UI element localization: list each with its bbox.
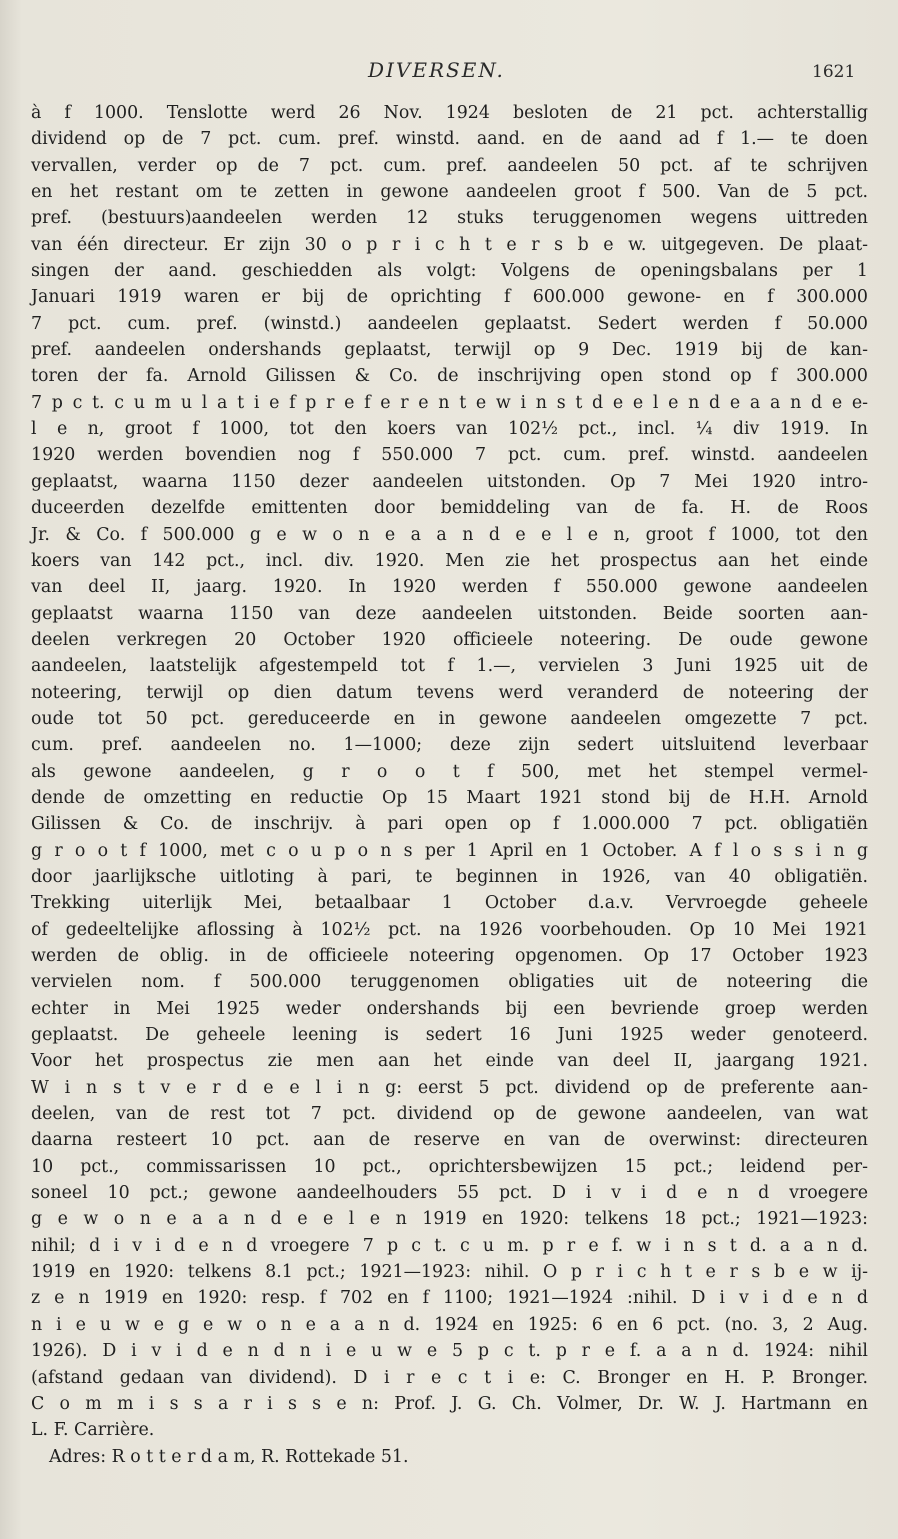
- text-line: 10 pct., commissarissen 10 pct., oprichtersbewijzen 15 pct.; leidend per-: [31, 1156, 868, 1177]
- text-line: g e w o n e a a n d e e l e n 1919 en 1920: telkens 18 pct.; 1921—1923:: [31, 1209, 868, 1230]
- text-line: dividend op de 7 pct. cum. pref. winstd. aand. en de aand ad f 1.— te doen: [31, 129, 868, 150]
- text-line: deelen verkregen 20 October 1920 officieele noteering. De oude gewone: [31, 629, 868, 650]
- text-line: cum. pref. aandeelen no. 1—1000; deze zijn sedert uitsluitend leverbaar: [31, 735, 868, 756]
- text-line: daarna resteert 10 pct. aan de reserve en van de overwinst: directeuren: [31, 1130, 868, 1151]
- text-line: n i e u w e g e w o n e a a n d. 1924 en 1925: 6 en 6 pct. (no. 3, 2 Aug.: [31, 1314, 868, 1335]
- text-line: en het restant om te zetten in gewone aandeelen groot f 500. Van de 5 pct.: [31, 182, 868, 203]
- text-line: vervallen, verder op de 7 pct. cum. pref. aandeelen 50 pct. af te schrijven: [31, 155, 868, 176]
- text-line: van deel II, jaarg. 1920. In 1920 werden f 550.000 gewone aandeelen: [31, 577, 868, 598]
- text-line: toren der fa. Arnold Gilissen & Co. de inschrijving open stond op f 300.000: [31, 366, 868, 387]
- text-line: Trekking uiterlijk Mei, betaalbaar 1 October d.a.v. Vervroegde geheele: [31, 893, 868, 914]
- text-line: 1926). D i v i d e n d n i e u w e 5 p c t. p r e f. a a n d. 1924: nihil: [31, 1341, 868, 1362]
- text-line: 7 pct. cum. pref. (winstd.) aandeelen geplaatst. Sedert werden f 50.000: [31, 313, 868, 334]
- text-line: à f 1000. Tenslotte werd 26 Nov. 1924 besloten de 21 pct. achterstallig: [31, 103, 868, 123]
- text-line: pref. aandeelen ondershands geplaatst, terwijl op 9 Dec. 1919 bij de kan-: [31, 340, 868, 361]
- text-line: 7 p c t. c u m u l a t i e f p r e f e r e n t e w i n s t d e e l e n d e a a n d e e-: [31, 392, 868, 413]
- text-line: geplaatst waarna 1150 van deze aandeelen uitstonden. Beide soorten aan-: [31, 603, 868, 624]
- address-line: Adres: R o t t e r d a m, R. Rottekade 51.: [49, 1446, 409, 1467]
- text-line: Gilissen & Co. de inschrijv. à pari open op f 1.000.000 7 pct. obligatiën: [31, 814, 868, 835]
- text-line: werden de oblig. in de officieele noteering opgenomen. Op 17 October 1923: [31, 946, 868, 966]
- text-line: C o m m i s s a r i s s e n: Prof. J. G. Ch. Volmer, Dr. W. J. Hartmann en: [31, 1393, 868, 1414]
- text-line: pref. (bestuurs)aandeelen werden 12 stuks teruggenomen wegens uittreden: [31, 208, 868, 229]
- text-line: Januari 1919 waren er bij de oprichting f 600.000 gewone- en f 300.000: [31, 287, 868, 308]
- text-line: 1919 en 1920: telkens 8.1 pct.; 1921—1923: nihil. O p r i c h t e r s b e w ij-: [31, 1262, 868, 1283]
- text-line: koers van 142 pct., incl. div. 1920. Men zie het prospectus aan het einde: [31, 550, 868, 571]
- text-line: l e n, groot f 1000, tot den koers van 102½ pct., incl. ¼ div 1919. In: [31, 419, 868, 440]
- text-line: van één directeur. Er zijn 30 o p r i c h t e r s b e w. uitgegeven. De plaat-: [31, 234, 868, 255]
- page-header: [0, 50, 898, 90]
- text-line: duceerden dezelfde emittenten door bemiddeling van de fa. H. de Roos: [31, 498, 868, 519]
- body-text: [31, 100, 868, 1470]
- text-line: echter in Mei 1925 weder ondershands bij een bevriende groep werden: [31, 998, 868, 1019]
- text-line: oude tot 50 pct. gereduceerde en in gewone aandeelen omgezette 7 pct.: [31, 708, 868, 729]
- text-line: door jaarlijksche uitloting à pari, te beginnen in 1926, van 40 obligatiën.: [31, 866, 868, 887]
- text-line: nihil; d i v i d e n d vroegere 7 p c t. c u m. p r e f. w i n s t d. a a n d.: [31, 1235, 868, 1256]
- text-line: Jr. & Co. f 500.000 g e w o n e a a n d e e l e n, groot f 1000, tot den: [31, 524, 868, 545]
- text-line: aandeelen, laatstelijk afgestempeld tot f 1.—, vervielen 3 Juni 1925 uit de: [31, 656, 868, 677]
- text-line: soneel 10 pct.; gewone aandeelhouders 55 pct. D i v i d e n d vroegere: [31, 1183, 868, 1204]
- text-line: g r o o t f 1000, met c o u p o n s per 1 April en 1 October. A f l o s s i n g: [31, 840, 868, 861]
- text-line: geplaatst. De geheele leening is sedert 16 Juni 1925 weder genoteerd.: [31, 1025, 868, 1046]
- text-line: als gewone aandeelen, g r o o t f 500, met het stempel vermel-: [31, 761, 868, 782]
- text-line: deelen, van de rest tot 7 pct. dividend op de gewone aandeelen, van wat: [31, 1104, 868, 1125]
- text-line: (afstand gedaan van dividend). D i r e c t i e: C. Bronger en H. P. Bronger.: [31, 1367, 868, 1388]
- text-line: vervielen nom. f 500.000 teruggenomen obligaties uit de noteering die: [31, 972, 868, 993]
- text-line: noteering, terwijl op dien datum tevens werd veranderd de noteering der: [31, 682, 868, 703]
- text-line: singen der aand. geschiedden als volgt: Volgens de openingsbalans per 1: [31, 261, 868, 282]
- text-line: dende de omzetting en reductie Op 15 Maart 1921 stond bij de H.H. Arnold: [31, 787, 868, 808]
- page-number: 1621: [812, 62, 856, 82]
- text-line: geplaatst, waarna 1150 dezer aandeelen uitstonden. Op 7 Mei 1920 intro-: [31, 471, 868, 492]
- text-line: W i n s t v e r d e e l i n g: eerst 5 pct. dividend op de preferente aan-: [31, 1077, 868, 1098]
- text-line: z e n 1919 en 1920: resp. f 702 en f 1100; 1921—1924 :nihil. D i v i d e n d: [31, 1288, 868, 1309]
- text-line: Voor het prospectus zie men aan het einde van deel II, jaargang 1921.: [31, 1051, 868, 1072]
- text-line: of gedeeltelijke aflossing à 102½ pct. na 1926 voorbehouden. Op 10 Mei 1921: [31, 919, 868, 940]
- running-title: DIVERSEN.: [368, 58, 505, 82]
- text-line: 1920 werden bovendien nog f 550.000 7 pct. cum. pref. winstd. aandeelen: [31, 445, 868, 466]
- text-line: L. F. Carrière.: [31, 1420, 155, 1441]
